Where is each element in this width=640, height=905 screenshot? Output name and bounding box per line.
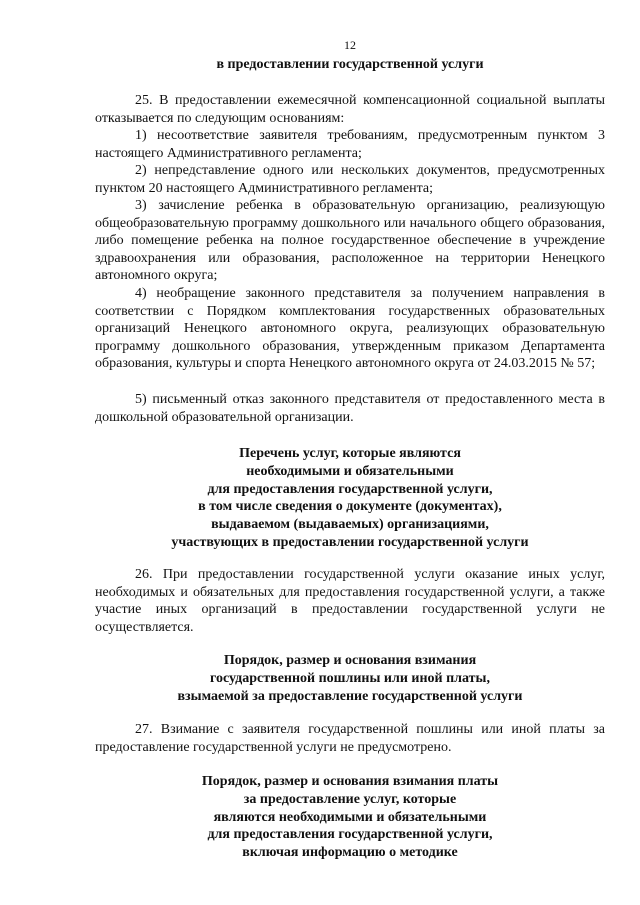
heading-fee-for-services-line: являются необходимыми и обязательными <box>213 809 487 825</box>
heading-fee-for-services-line: за предоставление услуг, которые <box>243 791 457 807</box>
heading-services-list-line: для предоставления государственной услуги, <box>207 481 493 497</box>
heading-state-fee-line: Порядок, размер и основания взимания <box>223 653 477 668</box>
heading-fee-for-services-line: для предоставления государственной услуги, <box>207 827 493 843</box>
paragraph-25-item-3: 3) зачисление ребенка в образовательную организацию, реализующую общеобразовательную программу дошкольного или начального общего образования, либо помещение ребенка на полное государственное обеспечение в учреждение здравоохранения или образования, расположенное на территории Ненецкого автономного округа; <box>95 198 605 284</box>
paragraph-26: 26. При предоставлении государственной услуги оказание иных услуг, необходимых и обязательных для предоставления государственной услуги, а также участие иных организаций в предоставлении государственной услуги не осуществляется. <box>95 567 605 635</box>
heading-state-fee-line: государственной пошлины или иной платы, <box>210 670 490 686</box>
paragraph-25-item-4: 4) необращение законного представителя за получением направления в соответствии с Порядком комплектования государственных образовательных организаций Ненецкого автономного округа, реализующих образовательную программу дошкольного образования, утвержденным приказом Департамента образования, культуры и спорта Ненецкого автономного округа от 24.03.2015 № 57; <box>95 286 605 372</box>
heading-services-list-line: в том числе сведения о документе (документах), <box>198 499 502 515</box>
paragraph-25-item-5: 5) письменный отказ законного представителя от предоставленного места в дошкольной образовательной организации. <box>95 392 605 425</box>
paragraph-25-item-1: 1) несоответствие заявителя требованиям, предусмотренным пунктом 3 настоящего Административного регламента; <box>95 128 605 161</box>
heading-services-list <box>95 445 605 552</box>
heading-state-fee <box>95 652 605 705</box>
heading-services-list-line: выдаваемом (выдаваемых) организациями, <box>211 517 489 533</box>
page-number: 12 <box>344 38 356 52</box>
heading-fee-for-services-line: Порядок, размер и основания взимания платы <box>201 774 499 789</box>
paragraph-25-item-2: 2) непредставление одного или нескольких документов, предусмотренных пунктом 20 настоящего Административного регламента; <box>95 163 605 196</box>
heading-services-list-line: участвующих в предоставлении государственной услуги <box>171 534 529 550</box>
heading-services-list-line: необходимыми и обязательными <box>246 463 454 479</box>
paragraph-25-intro: 25. В предоставлении ежемесячной компенсационной социальной выплаты отказывается по следующим основаниям: <box>95 93 605 126</box>
paragraph-27: 27. Взимание с заявителя государственной пошлины или иной платы за предоставление государственной услуги не предусмотрено. <box>95 722 605 755</box>
section-top-heading: в предоставлении государственной услуги <box>216 57 484 72</box>
heading-fee-for-services <box>95 773 605 862</box>
heading-services-list-line: Перечень услуг, которые являются <box>239 446 461 461</box>
heading-fee-for-services-line: включая информацию о методике <box>242 845 458 861</box>
heading-state-fee-line: взымаемой за предоставление государственной услуги <box>177 688 523 704</box>
